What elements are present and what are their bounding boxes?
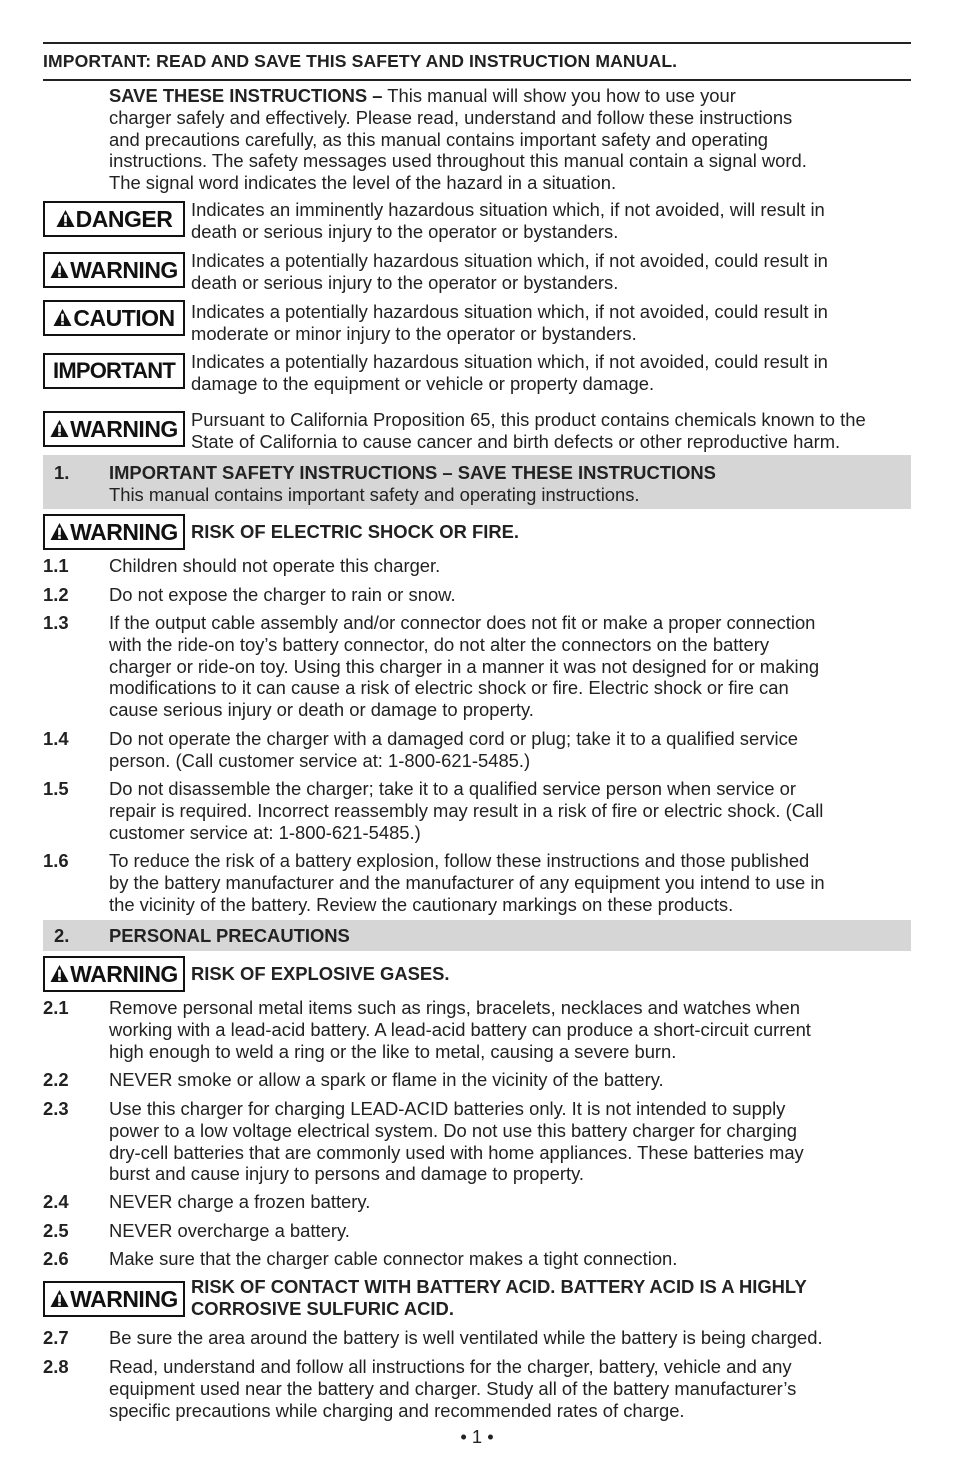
text-line: high enough to weld a ring or the like to metal, causing a severe burn. — [109, 1040, 677, 1062]
text-line: person. (Call customer service at: 1-800-621-5485.) — [109, 749, 531, 771]
text-line: Pursuant to California Proposition 65, this product contains chemicals known to the — [191, 409, 866, 430]
warning-badge — [43, 956, 185, 992]
intro-lead: SAVE THESE INSTRUCTIONS – — [109, 85, 383, 106]
text-line: dry-cell batteries that are commonly used with home appliances. These batteries may — [109, 1141, 804, 1163]
item-text — [109, 1356, 909, 1421]
text-line: Indicates a potentially hazardous situation which, if not avoided, could result in — [191, 351, 828, 372]
badge-label: WARNING — [70, 961, 178, 987]
item-number: 2.8 — [43, 1356, 69, 1377]
hazard-triangle-icon — [50, 964, 69, 983]
text-line: Remove personal metal items such as rings, bracelets, necklaces and watches when — [109, 997, 801, 1018]
text-line: Indicates an imminently hazardous situation which, if not avoided, will result in — [191, 199, 825, 220]
text-line: specific precautions while charging and recommended rates of charge. — [109, 1399, 685, 1421]
item-text — [109, 778, 909, 843]
item-text — [109, 1069, 909, 1091]
item-number: 2.4 — [43, 1191, 69, 1212]
badge-label: WARNING — [70, 257, 178, 283]
section-title: PERSONAL PRECAUTIONS — [109, 925, 350, 946]
warning-badge — [43, 514, 185, 550]
text-line: Read, understand and follow all instructions for the charger, battery, vehicle and any — [109, 1356, 792, 1377]
item-number: 1.4 — [43, 728, 69, 749]
text-line: death or serious injury to the operator or bystanders. — [191, 271, 619, 293]
intro-line: This manual will show you how to use your — [382, 85, 736, 106]
badge-label: WARNING — [70, 519, 178, 545]
item-number: 1.2 — [43, 584, 69, 605]
badge-label: IMPORTANT — [53, 358, 175, 383]
text-line: working with a lead-acid battery. A lead-acid battery can produce a short-circuit current — [109, 1018, 811, 1040]
item-text — [109, 1248, 909, 1270]
caution-badge — [43, 300, 185, 336]
text-line: repair is required. Incorrect reassembly may result in a risk of fire or electric shock. (Call — [109, 799, 824, 821]
item-text — [109, 1327, 909, 1349]
item-number: 2.7 — [43, 1327, 69, 1348]
text-line: Do not operate the charger with a damaged cord or plug; take it to a qualified service — [109, 728, 799, 749]
hazard-triangle-icon — [56, 209, 75, 228]
page-header: IMPORTANT: READ AND SAVE THIS SAFETY AND INSTRUCTION MANUAL. — [43, 51, 678, 71]
text-line: moderate or minor injury to the operator or bystanders. — [191, 322, 637, 344]
text-line: cause serious injury or death or damage to property. — [109, 699, 534, 721]
text-line: customer service at: 1-800-621-5485.) — [109, 821, 421, 843]
item-number: 1.1 — [43, 555, 69, 576]
section-number: 1. — [54, 462, 70, 483]
text-line: State of California to cause cancer and birth defects or other reproductive harm. — [191, 430, 841, 452]
intro-line: charger safely and effectively. Please read, understand and follow these instructions — [109, 106, 793, 128]
section-2-heading — [43, 920, 911, 951]
item-text — [109, 997, 909, 1062]
text-line: charger or ride-on toy. Using this charger in a manner it was not designed for or making — [109, 655, 820, 677]
risk-statement: RISK OF ELECTRIC SHOCK OR FIRE. — [191, 521, 519, 542]
item-text — [109, 1220, 909, 1242]
item-text — [109, 728, 909, 772]
item-text — [109, 1098, 909, 1185]
item-number: 1.5 — [43, 778, 69, 799]
text-line: by the battery manufacturer and the manufacturer of any equipment you intend to use in — [109, 871, 825, 893]
signal-description — [191, 250, 913, 294]
item-number: 1.6 — [43, 850, 69, 871]
warning-badge — [43, 1281, 185, 1317]
hazard-triangle-icon — [50, 522, 69, 541]
intro-paragraph — [109, 85, 909, 194]
text-line: Children should not operate this charger. — [109, 555, 441, 576]
text-line: To reduce the risk of a battery explosion, follow these instructions and those published — [109, 850, 810, 871]
text-line: the vicinity of the battery. Review the cautionary markings on these products. — [109, 893, 734, 915]
risk-statement: RISK OF EXPLOSIVE GASES. — [191, 963, 450, 984]
section-1-heading — [43, 455, 911, 509]
risk-statement — [191, 1276, 913, 1320]
text-line: power to a low voltage electrical system. Do not use this battery charger for charging — [109, 1119, 797, 1141]
item-text — [109, 1191, 909, 1213]
page-number: • 1 • — [460, 1426, 494, 1447]
item-number: 2.2 — [43, 1069, 69, 1090]
text-line: Be sure the area around the battery is well ventilated while the battery is being charged. — [109, 1327, 823, 1348]
badge-label: CAUTION — [73, 305, 175, 331]
text-line: Do not expose the charger to rain or snow. — [109, 584, 456, 605]
item-text — [109, 850, 909, 915]
signal-description — [191, 199, 913, 243]
badge-label: WARNING — [70, 416, 178, 442]
hazard-triangle-icon — [50, 260, 69, 279]
warning-badge — [43, 411, 185, 447]
item-number: 2.1 — [43, 997, 69, 1018]
text-line: equipment used near the battery and charger. Study all of the battery manufacturer’s — [109, 1377, 797, 1399]
text-line: Indicates a potentially hazardous situation which, if not avoided, could result in — [191, 250, 828, 271]
text-line: modifications to it can cause a risk of electric shock or fire. Electric shock or fire can — [109, 677, 789, 699]
signal-description — [191, 301, 913, 345]
badge-label: DANGER — [75, 206, 173, 232]
item-text — [109, 612, 909, 721]
intro-line: and precautions carefully, as this manual contains important safety and operating — [109, 128, 769, 150]
intro-line: instructions. The safety messages used throughout this manual contain a signal word. — [109, 150, 807, 172]
header-rule — [43, 79, 911, 81]
item-number: 2.5 — [43, 1220, 69, 1241]
top-rule — [43, 42, 911, 44]
signal-description — [191, 351, 913, 395]
hazard-triangle-icon — [50, 419, 69, 438]
text-line: NEVER charge a frozen battery. — [109, 1191, 371, 1212]
item-text — [109, 584, 909, 606]
hazard-triangle-icon — [50, 1289, 69, 1308]
intro-line: The signal word indicates the level of the hazard in a situation. — [109, 172, 617, 194]
text-line: NEVER overcharge a battery. — [109, 1220, 350, 1241]
text-line: Use this charger for charging LEAD-ACID batteries only. It is not intended to supply — [109, 1098, 786, 1119]
section-subtitle: This manual contains important safety and operating instructions. — [109, 484, 640, 505]
item-number: 2.6 — [43, 1248, 69, 1269]
text-line: RISK OF CONTACT WITH BATTERY ACID. BATTERY ACID IS A HIGHLY — [191, 1276, 807, 1297]
danger-badge — [43, 201, 185, 237]
text-line: Do not disassemble the charger; take it to a qualified service person when service or — [109, 778, 796, 799]
important-badge — [43, 353, 185, 389]
item-number: 2.3 — [43, 1098, 69, 1119]
item-number: 1.3 — [43, 612, 69, 633]
item-text — [109, 555, 909, 577]
text-line: Make sure that the charger cable connector makes a tight connection. — [109, 1248, 678, 1269]
section-number: 2. — [54, 925, 70, 946]
badge-label: WARNING — [70, 1286, 178, 1312]
text-line: with the ride-on toy’s battery connector, do not alter the connectors on the battery — [109, 633, 770, 655]
text-line: damage to the equipment or vehicle or property damage. — [191, 372, 655, 394]
text-line: CORROSIVE SULFURIC ACID. — [191, 1297, 454, 1319]
hazard-triangle-icon — [53, 308, 72, 327]
section-title: IMPORTANT SAFETY INSTRUCTIONS – SAVE THESE INSTRUCTIONS — [109, 462, 716, 483]
text-line: If the output cable assembly and/or connector does not fit or make a proper connection — [109, 612, 816, 633]
text-line: burst and cause injury to persons and damage to property. — [109, 1163, 585, 1185]
text-line: death or serious injury to the operator or bystanders. — [191, 220, 619, 242]
prop65-text — [191, 409, 915, 453]
text-line: Indicates a potentially hazardous situation which, if not avoided, could result in — [191, 301, 828, 322]
text-line: NEVER smoke or allow a spark or flame in the vicinity of the battery. — [109, 1069, 664, 1090]
warning-badge — [43, 252, 185, 288]
